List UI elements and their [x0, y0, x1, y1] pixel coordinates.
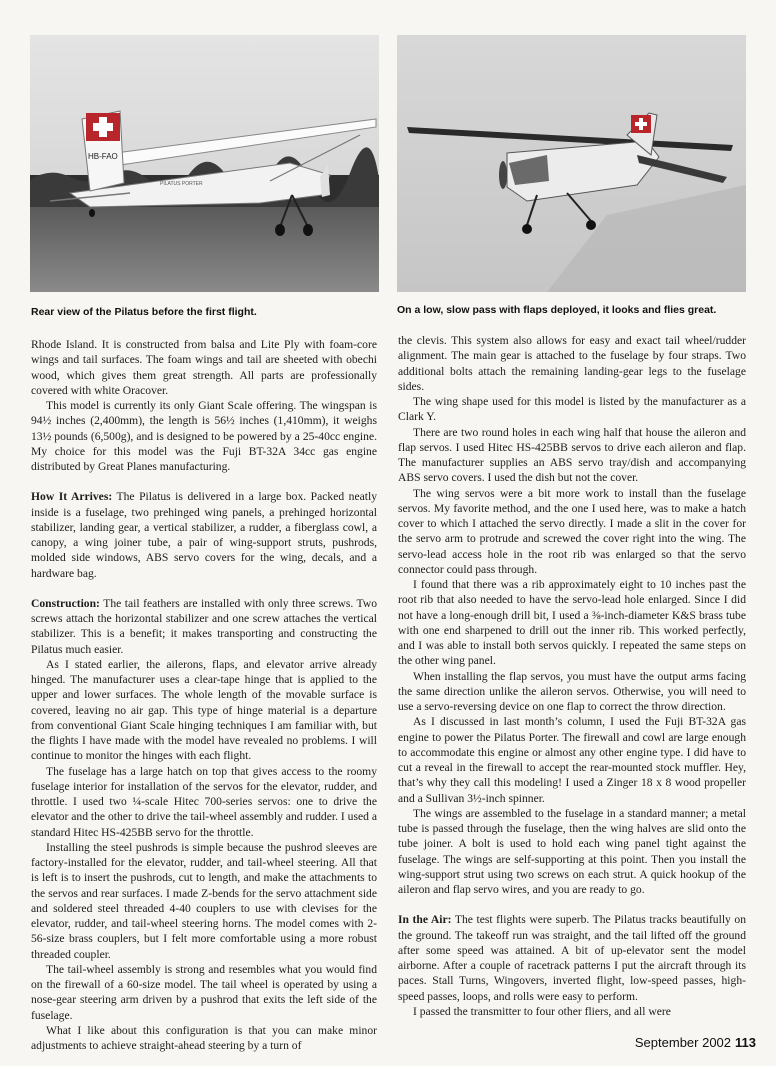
paragraph: I found that there was a rib approximately eight to 10 inches past the root rib that also needed to have the servo-lead hole enlarged. Since I did not have a long-enough drill bit, I used a ⅜-inch-diameter K&S brass tube with one end sharpened to drill out the inner rib. This worked perfectly, and I was able to install both servos quickly. I repeated the same steps on the other wing panel.	[398, 578, 746, 668]
rear-view-image	[30, 35, 379, 292]
fuselage-lettering: PILATUS PORTER	[160, 181, 203, 187]
page-number: 113	[735, 1035, 756, 1050]
paragraph: The wing servos were a bit more work to install than the fuselage servos. My favorite method, and the one I used here, was to make a hatch cover to which I attached the servo directly. I made a slit in the cover for the servo arm to protrude and screwed the cover right into the wing. The servo-lead access hole in the root rib was enlarged so that the servo connector could pass through.	[398, 486, 746, 576]
paragraph-text: The test flights were superb. The Pilatus tracks beautifully on the ground. The takeoff run was straight, and the tail lifted off the ground after some speed was attained. A bit of up-elevator sent the model airborne. After a couple of racetrack patterns I put the aircraft through its paces. Stall Turns, Wingovers, inverted flight, low-speed passes, high-speed passes, loops, and rolls were easy to perform.	[398, 913, 747, 1003]
paragraph: There are two round holes in each wing half that house the aileron and flap servos. I used Hitec HS-425BB servos to drive each aileron and flap. The manufacturer supplies an ABS servo tray/dish and accompanying ABS servo covers. I used the dish but not the cover.	[398, 425, 746, 485]
paragraph: The fuselage has a large hatch on top that gives access to the roomy fuselage interior for installation of the servos for the elevator, rudder, and throttle. I used two ¼-scale Hitec 700-series servos: one to drive the elevator and the other to drive the tail-wheel assembly and rudder. I used a standard Hitec HS-425BB servo for the throttle.	[31, 764, 377, 839]
paragraph: This model is currently its only Giant Scale offering. The wingspan is 94½ inches (2,400mm), the length is 56½ inches (1,410mm), it weighs 13½ pounds (6,500g), and is designed to be powered by a 25-40cc engine. My choice for this model was the Fuji BT-32A 34cc gas engine distributed by Great Planes manufacturing.	[31, 399, 377, 473]
section-heading: In the Air:	[398, 913, 452, 927]
left-column	[31, 337, 378, 1052]
paragraph: As I discussed in last month’s column, I used the Fuji BT-32A gas engine to power the Pilatus Porter. The firewall and cowl are large enough to accommodate this engine or almost any other engine type. I did have to cut a reveal in the firewall to accept the rear-mounted stock muffler. Hey, that’s why they call this modeling! I used a Zinger 18 x 8 wood propeller and a Sullivan 3½-inch spinner.	[398, 715, 746, 805]
low-pass-image	[397, 35, 746, 292]
paragraph-text: The Pilatus is delivered in a large box. Packed neatly inside is a fuselage, two prehinged wing panels, a prehinged horizontal stabilizer, landing gear, a vertical stabilizer, a rudder, a fiberglass cowl, a canopy, a wing joiner tube, a pair of wing-support struts, pushrods, molded side windows, ABS servo covers for the wing, decals, and a hardware bag.	[31, 490, 378, 580]
paragraph-text: The tail feathers are installed with only three screws. Two screws attach the horizontal stabilizer and one screw attaches the vertical stabilizer. This is a benefit; it makes transporting and constructing the Pilatus much easier.	[31, 596, 377, 656]
section-how-it-arrives	[31, 489, 377, 581]
page-footer	[635, 1035, 756, 1050]
runway	[30, 207, 379, 292]
paragraph: As I stated earlier, the ailerons, flaps, and elevator arrive already hinged. The manufacturer uses a clear-tape hinge that is applied to the upper and lower surfaces. The whole length of the movable surface is covered, leaving no air gap. This type of hinge material is a departure from conventional Giant Scale hinging techniques I am familiar with, but the flights I have made with the model have revealed no problems. I will continue to monitor the hinges with each flight.	[31, 657, 377, 763]
paragraph: The tail-wheel assembly is strong and resembles what you would find on the firewall of a 60-size model. The tail wheel is operated by using a nose-gear steering arm driven by a pushrod that exits the left side of the fuselage.	[31, 962, 377, 1022]
issue-date: September 2002	[634, 1035, 732, 1050]
paragraph: The wings are assembled to the fuselage in a standard manner; a metal tube is passed through the fuselage, then the wing halves are slid onto the tube joiner. A bolt is used to hold each wing panel tight against the fuselage. The wings are self-supporting at this point. Then you install the wing-support strut using two screws on each strut. A quick hookup of the aileron and flap servo wires, and you are ready to go.	[398, 806, 746, 896]
paragraph: Rhode Island. It is constructed from balsa and Lite Ply with foam-core wings and tail surfaces. The foam wings and tail are sheeted with obechi wood, which gives them great strength. All parts are professionally covered with white Oracover.	[31, 338, 377, 397]
paragraph: The wing shape used for this model is listed by the manufacturer as a Clark Y.	[398, 395, 746, 424]
paragraph: What I like about this configuration is that you can make minor adjustments to achieve straight-ahead steering by a turn of	[31, 1023, 377, 1052]
caption-rear-view: Rear view of the Pilatus before the first flight.	[31, 306, 257, 318]
photo-rear-view	[30, 35, 379, 292]
paragraph: When installing the flap servos, you must have the output arms facing the same direction unlike the aileron servos. Otherwise, you will need to use a servo-reversing device on one flap to correct the throw direction.	[398, 669, 746, 713]
tail-registration: HB-FAO	[88, 152, 118, 161]
section-heading: How It Arrives:	[31, 490, 113, 504]
section-in-the-air	[398, 912, 746, 1004]
section-construction	[31, 596, 377, 657]
caption-low-pass: On a low, slow pass with flaps deployed, it looks and flies great.	[397, 304, 717, 316]
photo-low-pass	[397, 35, 746, 292]
section-heading: Construction:	[31, 596, 100, 610]
paragraph: Installing the steel pushrods is simple because the pushrod sleeves are factory-installed for the elevator, rudder, and tail-wheel steering. All that is left is to insert the pushrods, cut to length, and make the attachments to the servos and rear surfaces. I made Z-bends for the servo attachment side and soldered steel threaded 4-40 couplers to use with clevises for the elevator, rudder, and tail-wheel steering horns. The model comes with 2-56-size brass couplers, but I felt more comfortable using a more robust threaded coupler.	[31, 840, 377, 961]
paragraph: the clevis. This system also allows for easy and exact tail wheel/rudder alignment. The main gear is attached to the fuselage by four straps. Two additional bolts attach the remaining landing-gear legs to the fuselage sides.	[398, 334, 746, 393]
right-column	[398, 333, 746, 1037]
paragraph: I passed the transmitter to four other fliers, and all were	[413, 1004, 671, 1018]
